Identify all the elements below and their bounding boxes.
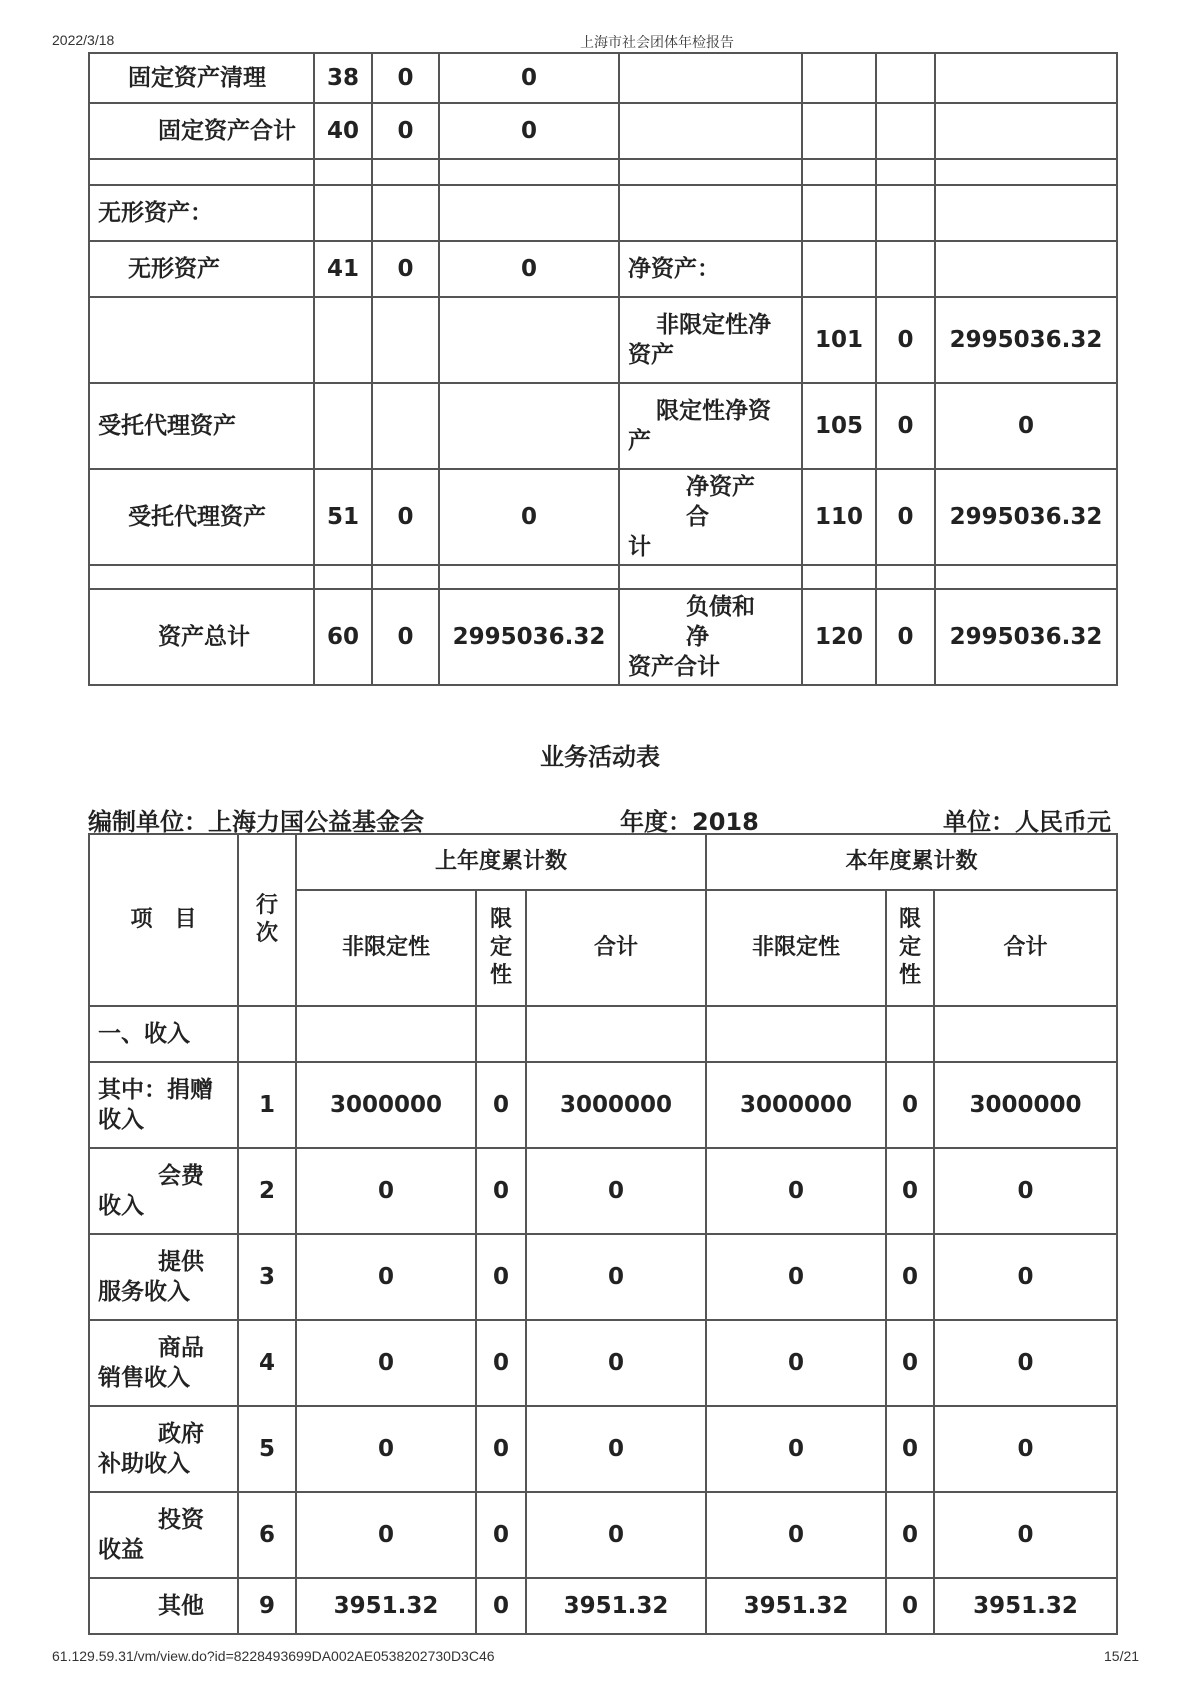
header-unrestricted: 非限定性 [296,890,476,1006]
line-number: 3 [238,1234,296,1320]
line-number: 105 [802,383,876,469]
print-date: 2022/3/18 [52,32,115,48]
page-url: 61.129.59.31/vm/view.do?id=8228493699DA002AE0538202730D3C46 [52,1648,495,1664]
cell-value: 0 [296,1320,476,1406]
cell-value: 3951.32 [526,1578,706,1634]
cell-value: 0 [372,241,439,297]
row-label: 其他 [89,1578,238,1634]
cell-value: 0 [706,1492,886,1578]
cell-value: 0 [934,1406,1117,1492]
line-number: 1 [238,1062,296,1148]
report-title: 上海市社会团体年检报告 [580,34,734,50]
cell-value: 2995036.32 [935,589,1117,685]
row-label: 投资 收益 [89,1492,238,1578]
table-row [89,469,1117,565]
cell-value: 0 [886,1062,934,1148]
table-row [89,1492,1117,1578]
cell-value: 0 [706,1406,886,1492]
row-label: 固定资产清理 [89,53,314,103]
currency-unit: 单位：人民币元 [943,808,1111,836]
activity-title: 业务活动表 [540,743,660,771]
row-label: 其中：捐赠 收入 [89,1062,238,1148]
cell-value: 2995036.32 [935,469,1117,565]
table-row [89,383,1117,469]
header-restricted: 限 定 性 [476,890,526,1006]
line-number: 41 [314,241,372,297]
table-row [89,1062,1117,1148]
header-curr-year: 本年度累计数 [706,834,1117,890]
line-number: 120 [802,589,876,685]
header-total: 合计 [526,890,706,1006]
cell-value: 0 [934,1148,1117,1234]
cell-value: 0 [439,241,619,297]
cell-value: 3000000 [296,1062,476,1148]
cell-value: 0 [526,1234,706,1320]
section-label: 一、收入 [89,1006,238,1062]
row-label: 负债和净 资产合计 [619,589,802,685]
table-row [89,185,1117,241]
row-label: 无形资产： [89,185,314,241]
table-row [89,1406,1117,1492]
cell-value: 0 [886,1406,934,1492]
line-number: 6 [238,1492,296,1578]
table-row [89,589,1117,685]
cell-value: 2995036.32 [935,297,1117,383]
cell-value: 0 [706,1234,886,1320]
cell-value: 0 [876,297,935,383]
row-label: 商品 销售收入 [89,1320,238,1406]
table-row [89,1006,1117,1062]
row-label: 固定资产合计 [89,103,314,159]
cell-value: 0 [476,1492,526,1578]
page-number: 15/21 [1104,1648,1140,1664]
header-unrestricted: 非限定性 [706,890,886,1006]
line-number: 4 [238,1320,296,1406]
cell-value: 0 [476,1062,526,1148]
cell-value: 0 [876,469,935,565]
cell-value: 0 [886,1320,934,1406]
cell-value: 0 [372,103,439,159]
row-label: 提供 服务收入 [89,1234,238,1320]
table-row [89,159,1117,185]
table-row [89,1320,1117,1406]
activity-table [88,833,1118,1635]
cell-value: 0 [876,589,935,685]
cell-value: 0 [296,1492,476,1578]
org-name: 编制单位：上海力国公益基金会 [88,808,424,836]
table-row [89,103,1117,159]
cell-value: 0 [886,1148,934,1234]
cell-value: 3000000 [934,1062,1117,1148]
cell-value: 0 [934,1492,1117,1578]
cell-value: 0 [439,103,619,159]
cell-value: 0 [886,1578,934,1634]
cell-value: 3951.32 [706,1578,886,1634]
cell-value: 0 [296,1148,476,1234]
cell-value: 0 [706,1148,886,1234]
line-number: 40 [314,103,372,159]
cell-value: 0 [526,1148,706,1234]
cell-value: 0 [706,1320,886,1406]
cell-value: 0 [296,1406,476,1492]
table-row [89,1148,1117,1234]
cell-value: 3951.32 [296,1578,476,1634]
cell-value: 0 [476,1148,526,1234]
cell-value: 0 [372,53,439,103]
cell-value: 0 [886,1234,934,1320]
table-row [89,241,1117,297]
cell-value: 0 [935,383,1117,469]
cell-value: 3000000 [706,1062,886,1148]
table-row [89,297,1117,383]
row-label: 受托代理资产 [89,469,314,565]
table-row [89,1234,1117,1320]
line-number: 9 [238,1578,296,1634]
cell-value: 2995036.32 [439,589,619,685]
cell-value: 0 [886,1492,934,1578]
cell-value: 0 [526,1492,706,1578]
header-line: 行 次 [238,834,296,1006]
row-label: 政府 补助收入 [89,1406,238,1492]
cell-value: 0 [476,1406,526,1492]
table-header-row [89,834,1117,890]
line-number: 5 [238,1406,296,1492]
table-row [89,565,1117,589]
line-number: 101 [802,297,876,383]
balance-sheet-table [88,52,1118,686]
report-year: 年度：2018 [620,808,759,836]
row-label: 净资产： [619,241,802,297]
cell-value: 0 [372,469,439,565]
header-item: 项 目 [89,834,238,1006]
cell-value: 0 [372,589,439,685]
row-label: 受托代理资产 [89,383,314,469]
row-label: 资产总计 [89,589,314,685]
line-number: 2 [238,1148,296,1234]
row-label: 无形资产 [89,241,314,297]
table-row [89,53,1117,103]
cell-value: 0 [876,383,935,469]
line-number: 51 [314,469,372,565]
header-prev-year: 上年度累计数 [296,834,706,890]
cell-value: 3951.32 [934,1578,1117,1634]
table-row [89,1578,1117,1634]
cell-value: 0 [439,469,619,565]
cell-value: 0 [439,53,619,103]
line-number: 38 [314,53,372,103]
row-label: 非限定性净 资产 [619,297,802,383]
row-label: 限定性净资 产 [619,383,802,469]
cell-value: 0 [526,1320,706,1406]
header-total: 合计 [934,890,1117,1006]
cell-value: 0 [934,1320,1117,1406]
cell-value: 0 [526,1406,706,1492]
cell-value: 3000000 [526,1062,706,1148]
cell-value: 0 [476,1234,526,1320]
row-label: 会费 收入 [89,1148,238,1234]
cell-value: 0 [476,1320,526,1406]
cell-value: 0 [934,1234,1117,1320]
cell-value: 0 [296,1234,476,1320]
line-number: 60 [314,589,372,685]
row-label: 净资产合 计 [619,469,802,565]
header-restricted: 限 定 性 [886,890,934,1006]
cell-value: 0 [476,1578,526,1634]
line-number: 110 [802,469,876,565]
